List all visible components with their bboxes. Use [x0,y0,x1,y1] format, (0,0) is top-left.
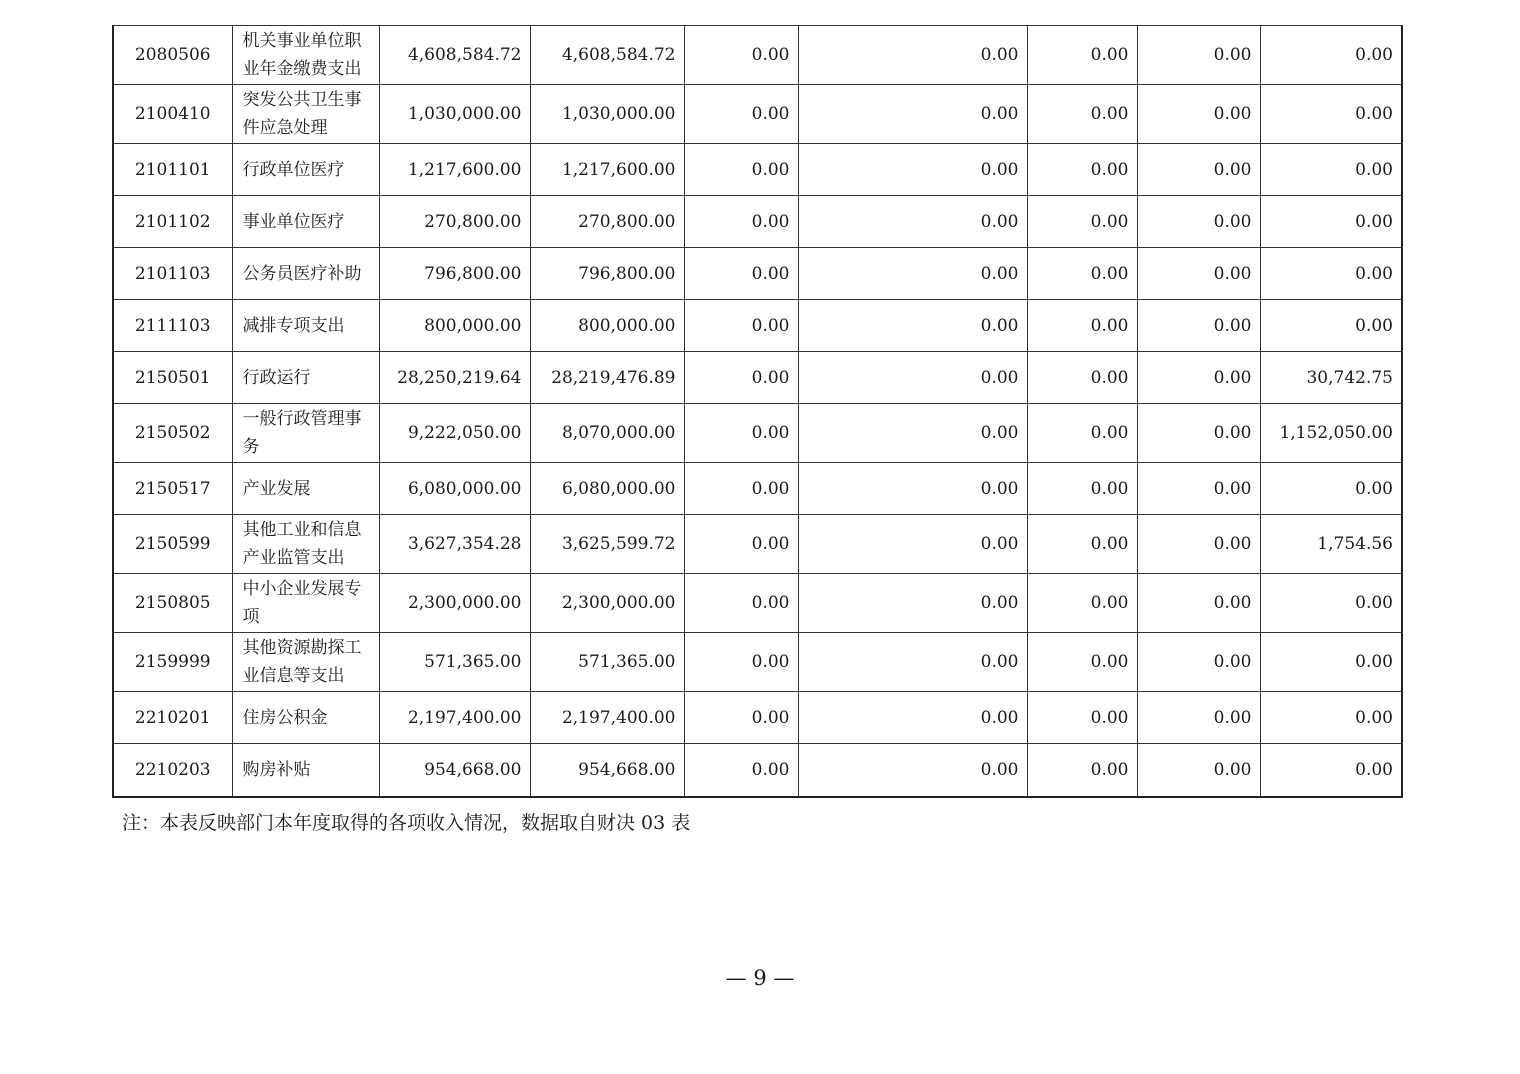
row-code: 2159999 [113,633,232,692]
row-value-col4: 0.00 [798,744,1027,797]
row-value-col5: 0.00 [1027,744,1137,797]
row-value-col6: 0.00 [1137,515,1260,574]
row-value-col3: 0.00 [684,248,798,300]
table-row [113,692,1402,744]
row-value-col6: 0.00 [1137,574,1260,633]
row-value-col2: 3,625,599.72 [530,515,684,574]
row-value-col3: 0.00 [684,515,798,574]
row-code: 2101101 [113,144,232,196]
row-value-col1: 796,800.00 [379,248,530,300]
row-value-col2: 2,197,400.00 [530,692,684,744]
table-row [113,352,1402,404]
row-value-col4: 0.00 [798,26,1027,85]
row-value-col5: 0.00 [1027,26,1137,85]
row-value-col1: 800,000.00 [379,300,530,352]
row-value-col4: 0.00 [798,144,1027,196]
table-note: 注：本表反映部门本年度取得的各项收入情况，数据取自财决 03 表 [122,812,691,834]
row-value-col7: 0.00 [1260,85,1402,144]
row-value-col2: 2,300,000.00 [530,574,684,633]
row-item-name: 行政运行 [232,352,379,404]
row-item-name: 其他资源勘探工业信息等支出 [232,633,379,692]
row-value-col5: 0.00 [1027,144,1137,196]
table-row [113,404,1402,463]
row-value-col7: 0.00 [1260,26,1402,85]
row-value-col1: 28,250,219.64 [379,352,530,404]
row-value-col3: 0.00 [684,300,798,352]
row-code: 2150502 [113,404,232,463]
row-value-col2: 270,800.00 [530,196,684,248]
row-value-col2: 571,365.00 [530,633,684,692]
row-value-col6: 0.00 [1137,248,1260,300]
row-value-col4: 0.00 [798,85,1027,144]
row-value-col6: 0.00 [1137,196,1260,248]
income-table [112,25,1403,798]
row-value-col6: 0.00 [1137,352,1260,404]
row-item-name: 突发公共卫生事件应急处理 [232,85,379,144]
row-value-col4: 0.00 [798,352,1027,404]
row-value-col6: 0.00 [1137,85,1260,144]
table-row [113,144,1402,196]
page-number: — 9 — [725,966,795,990]
table-row [113,515,1402,574]
row-item-name: 行政单位医疗 [232,144,379,196]
row-value-col4: 0.00 [798,196,1027,248]
row-item-name: 一般行政管理事务 [232,404,379,463]
row-value-col4: 0.00 [798,574,1027,633]
row-value-col6: 0.00 [1137,633,1260,692]
row-value-col7: 1,754.56 [1260,515,1402,574]
row-value-col7: 0.00 [1260,196,1402,248]
row-value-col2: 8,070,000.00 [530,404,684,463]
row-value-col6: 0.00 [1137,26,1260,85]
row-code: 2210201 [113,692,232,744]
row-value-col3: 0.00 [684,196,798,248]
table-row [113,744,1402,797]
row-value-col4: 0.00 [798,248,1027,300]
row-item-name: 减排专项支出 [232,300,379,352]
row-value-col6: 0.00 [1137,692,1260,744]
row-value-col2: 1,030,000.00 [530,85,684,144]
row-value-col3: 0.00 [684,85,798,144]
table-row [113,248,1402,300]
row-code: 2150517 [113,463,232,515]
row-item-name: 产业发展 [232,463,379,515]
row-value-col6: 0.00 [1137,744,1260,797]
row-value-col7: 30,742.75 [1260,352,1402,404]
table-row [113,574,1402,633]
row-value-col5: 0.00 [1027,196,1137,248]
row-code: 2150599 [113,515,232,574]
row-value-col3: 0.00 [684,404,798,463]
row-item-name: 其他工业和信息产业监管支出 [232,515,379,574]
row-value-col1: 2,300,000.00 [379,574,530,633]
row-value-col4: 0.00 [798,404,1027,463]
row-value-col7: 0.00 [1260,744,1402,797]
row-value-col4: 0.00 [798,515,1027,574]
row-item-name: 购房补贴 [232,744,379,797]
row-code: 2101102 [113,196,232,248]
row-value-col5: 0.00 [1027,352,1137,404]
row-value-col5: 0.00 [1027,463,1137,515]
row-code: 2101103 [113,248,232,300]
row-value-col7: 0.00 [1260,633,1402,692]
row-value-col4: 0.00 [798,463,1027,515]
row-value-col1: 6,080,000.00 [379,463,530,515]
table-row [113,85,1402,144]
row-code: 2080506 [113,26,232,85]
row-value-col3: 0.00 [684,692,798,744]
row-value-col5: 0.00 [1027,404,1137,463]
row-value-col3: 0.00 [684,144,798,196]
row-value-col2: 954,668.00 [530,744,684,797]
row-value-col2: 796,800.00 [530,248,684,300]
row-value-col1: 9,222,050.00 [379,404,530,463]
row-value-col1: 4,608,584.72 [379,26,530,85]
row-value-col5: 0.00 [1027,85,1137,144]
table-row [113,463,1402,515]
row-value-col3: 0.00 [684,574,798,633]
row-value-col7: 0.00 [1260,574,1402,633]
row-item-name: 机关事业单位职业年金缴费支出 [232,26,379,85]
row-value-col3: 0.00 [684,463,798,515]
row-item-name: 住房公积金 [232,692,379,744]
table-row [113,196,1402,248]
row-code: 2150805 [113,574,232,633]
row-value-col3: 0.00 [684,352,798,404]
row-value-col4: 0.00 [798,633,1027,692]
row-item-name: 中小企业发展专项 [232,574,379,633]
table-body [113,26,1402,797]
row-value-col3: 0.00 [684,26,798,85]
row-value-col2: 6,080,000.00 [530,463,684,515]
table-row [113,26,1402,85]
row-code: 2210203 [113,744,232,797]
row-value-col3: 0.00 [684,744,798,797]
row-value-col2: 28,219,476.89 [530,352,684,404]
row-value-col6: 0.00 [1137,404,1260,463]
row-code: 2111103 [113,300,232,352]
row-value-col7: 0.00 [1260,300,1402,352]
row-code: 2100410 [113,85,232,144]
row-value-col6: 0.00 [1137,463,1260,515]
row-value-col5: 0.00 [1027,574,1137,633]
row-value-col5: 0.00 [1027,248,1137,300]
row-value-col1: 1,030,000.00 [379,85,530,144]
row-value-col5: 0.00 [1027,692,1137,744]
row-value-col1: 270,800.00 [379,196,530,248]
row-value-col4: 0.00 [798,692,1027,744]
row-code: 2150501 [113,352,232,404]
row-value-col1: 954,668.00 [379,744,530,797]
row-value-col6: 0.00 [1137,144,1260,196]
row-value-col7: 1,152,050.00 [1260,404,1402,463]
row-value-col2: 800,000.00 [530,300,684,352]
row-value-col2: 1,217,600.00 [530,144,684,196]
row-item-name: 事业单位医疗 [232,196,379,248]
row-value-col5: 0.00 [1027,633,1137,692]
row-value-col6: 0.00 [1137,300,1260,352]
row-value-col7: 0.00 [1260,248,1402,300]
row-item-name: 公务员医疗补助 [232,248,379,300]
row-value-col3: 0.00 [684,633,798,692]
row-value-col1: 571,365.00 [379,633,530,692]
table-row [113,633,1402,692]
row-value-col1: 2,197,400.00 [379,692,530,744]
row-value-col7: 0.00 [1260,144,1402,196]
row-value-col4: 0.00 [798,300,1027,352]
row-value-col1: 3,627,354.28 [379,515,530,574]
table-row [113,300,1402,352]
row-value-col5: 0.00 [1027,515,1137,574]
row-value-col1: 1,217,600.00 [379,144,530,196]
row-value-col7: 0.00 [1260,692,1402,744]
row-value-col2: 4,608,584.72 [530,26,684,85]
row-value-col5: 0.00 [1027,300,1137,352]
row-value-col7: 0.00 [1260,463,1402,515]
